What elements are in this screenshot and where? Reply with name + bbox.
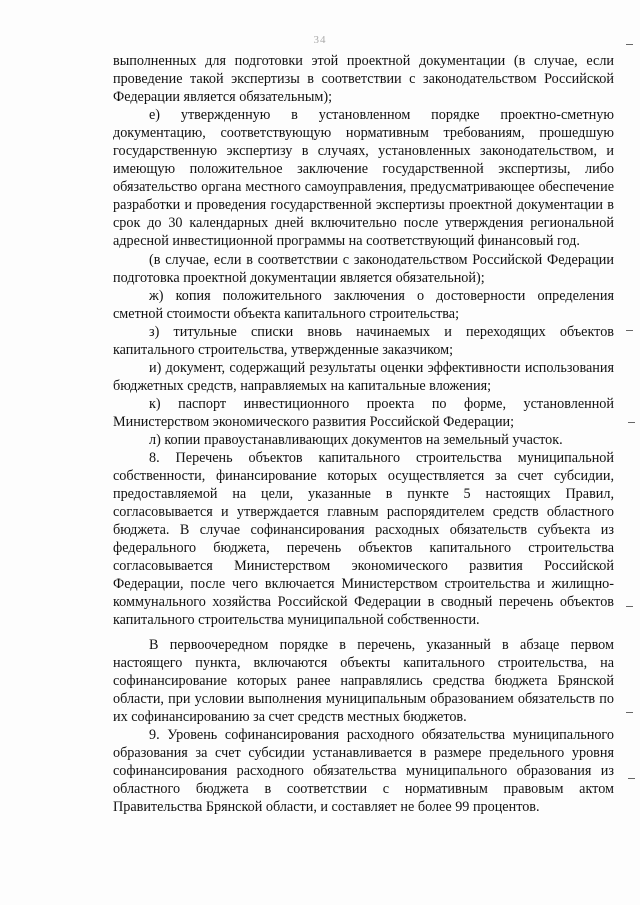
margin-mark xyxy=(628,422,635,423)
margin-mark xyxy=(626,606,633,607)
paragraph-item-i: и) документ, содержащий результаты оценки эффективности использования бюджетных средств, направляемых на капитальные вложения; xyxy=(113,359,614,394)
margin-mark xyxy=(628,778,635,779)
margin-mark xyxy=(626,712,633,713)
margin-mark xyxy=(626,330,633,331)
margin-mark xyxy=(626,44,633,45)
paragraph-clause-9: 9. Уровень софинансирования расходного обязательства муниципального образования за счет субсидии устанавливается в размере предельного уровня софинансирования расходного обязательства муниципального образования из областного бюджета в соответствии с нормативным правовым актом Правительства Брянской области, и составляет не более 99 процентов. xyxy=(113,726,614,815)
paragraph-clause-8-priority: В первоочередном порядке в перечень, указанный в абзаце первом настоящего пункта, включаются объекты капитального строительства, на софинансирование которых ранее направлялись средства бюджета Брянской области, при условии выполнения муниципальным образованием обязательств по их софинансированию за счет средств местных бюджетов. xyxy=(113,636,614,725)
paragraph-expertise-continuation: выполненных для подготовки этой проектной документации (в случае, если проведение такой экспертизы в соответствии с законодательством Российской Федерации является обязательным); xyxy=(113,53,614,106)
paragraph-item-z: з) титульные списки вновь начинаемых и переходящих объектов капитального строительства, утвержденные заказчиком; xyxy=(113,323,614,358)
paragraph-item-zh: ж) копия положительного заключения о достоверности определения сметной стоимости объекта капитального строительства; xyxy=(113,287,614,322)
paragraph-item-e: е) утвержденную в установленном порядке проектно-сметную документацию, соответствующую нормативным требованиям, прошедшую государственную экспертизу в случаях, установленных законодательством, и имеющую положительное заключение государственной экспертизы, либо обязательство органа местного самоуправления, предусматривающее обеспечение разработки и проведения государственной экспертизы проектной документации в срок до 30 календарных дней включительно после утверждения региональной адресной инвестиционной программы на соответствующий финансовый год. xyxy=(113,107,614,250)
paragraph-item-l: л) копии правоустанавливающих документов на земельный участок. xyxy=(149,431,563,448)
document-body xyxy=(113,52,614,816)
paragraph-item-e-note: (в случае, если в соответствии с законодательством Российской Федерации подготовка проектной документации является обязательной); xyxy=(113,251,614,286)
paragraph-clause-8: 8. Перечень объектов капитального строительства муниципальной собственности, финансирование которых осуществляется за счет субсидии, предоставляемой на цели, указанные в пункте 5 настоящих Правил, согласовывается и утверждается главным распорядителем средств областного бюджета. В случае софинансирования расходных обязательств субъекта из федерального бюджета, перечень объектов капитального строительства согласовывается Министерством экономического развития Российской Федерации, после чего включается Министерством строительства и жилищно-коммунального хозяйства Российской Федерации в сводный перечень объектов капитального строительства муниципальной собственности. xyxy=(113,450,614,629)
page-number: 34 xyxy=(313,34,327,46)
paragraph-item-k: к) паспорт инвестиционного проекта по форме, установленной Министерством экономического развития Российской Федерации; xyxy=(113,395,614,430)
